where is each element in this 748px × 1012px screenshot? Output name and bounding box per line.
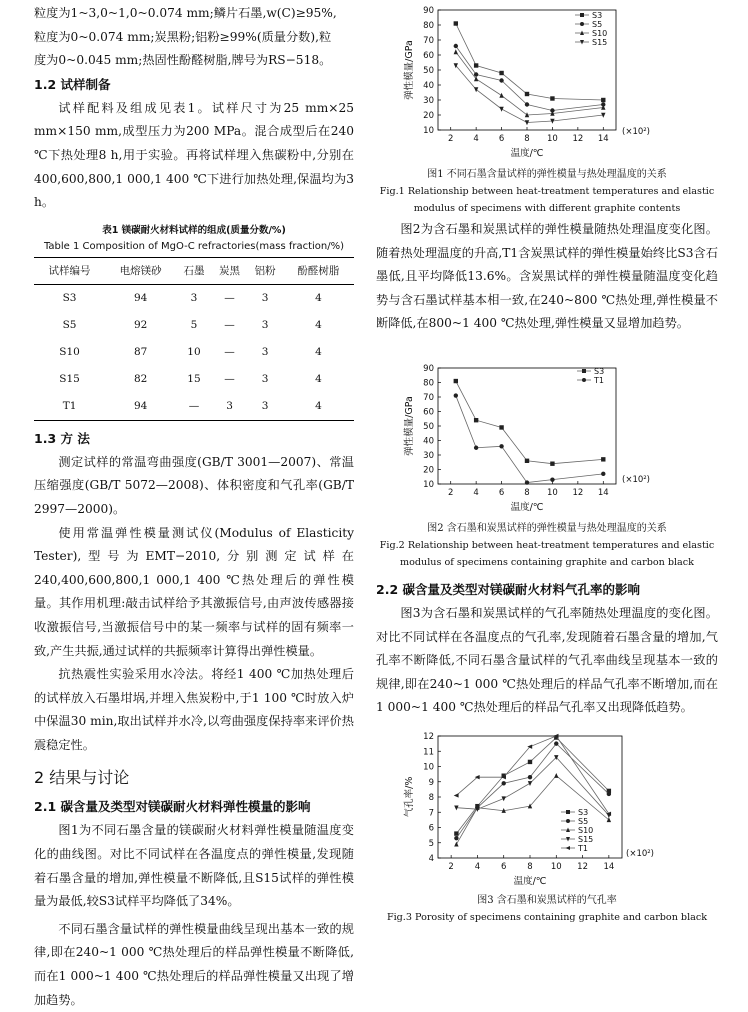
figure-1-caption-en-1: Fig.1 Relationship between heat-treatment temperatures and elastic — [379, 186, 715, 197]
data-point — [607, 792, 611, 796]
table-cell: — — [224, 319, 235, 332]
data-point — [499, 78, 503, 82]
legend-marker — [566, 846, 571, 850]
y-tick-label: 5 — [428, 838, 434, 849]
table-cell: 92 — [133, 319, 148, 332]
table-body — [34, 284, 354, 420]
x-tick-label: 12 — [572, 488, 584, 498]
table-row — [34, 366, 354, 393]
table-cell: S3 — [62, 292, 77, 305]
legend-label: S15 — [592, 38, 608, 47]
data-point — [474, 63, 478, 67]
series-line — [456, 52, 603, 115]
intro-line-2: 粒度为0~0.074 mm;炭黑粉;铝粉≥99%(质量分数),粒 — [34, 29, 332, 44]
y-tick-label: 80 — [423, 378, 434, 389]
x-tick-label: 4 — [473, 134, 479, 144]
table-cell: 94 — [133, 292, 148, 305]
plot-frame — [438, 368, 616, 484]
y-tick-label: 90 — [423, 364, 434, 374]
y-tick-label: 40 — [423, 436, 434, 447]
plot-frame — [438, 10, 616, 130]
y-tick-label: 20 — [423, 111, 434, 121]
series-line — [456, 46, 603, 111]
figure-3-caption-cn: 图3 含石墨和炭黑试样的气孔率 — [477, 895, 617, 906]
x-tick-label: 6 — [498, 488, 505, 498]
x-tick-label: 8 — [524, 488, 530, 498]
y-tick-label: 20 — [423, 465, 434, 476]
data-point — [499, 444, 503, 448]
data-point — [454, 836, 458, 840]
legend-label: S3 — [578, 808, 589, 817]
table-cell: S5 — [62, 319, 77, 332]
data-point — [502, 781, 506, 785]
section-1-3-heading: 1.3 方 法 — [34, 430, 90, 446]
y-axis-label: 弹性模量/GPa — [404, 396, 415, 456]
x-axis-label: 温度/℃ — [513, 876, 547, 887]
table-header-cell: 铝粉 — [254, 265, 276, 278]
y-tick-label: 9 — [428, 777, 434, 788]
legend-label: S10 — [592, 29, 608, 38]
y-tick-label: 30 — [423, 96, 434, 106]
data-point — [550, 462, 554, 466]
legend-label: T1 — [594, 376, 604, 385]
table-row — [34, 393, 354, 421]
data-point — [454, 379, 458, 383]
data-point — [454, 44, 458, 48]
x-axis-multiplier: (×10²) — [622, 127, 650, 137]
y-tick-label: 6 — [428, 823, 434, 834]
table-cell: — — [224, 292, 235, 305]
y-tick-label: 10 — [423, 480, 434, 490]
data-point — [525, 92, 529, 96]
table-cell: 3 — [226, 400, 233, 413]
table-header-cell: 石墨 — [183, 265, 205, 278]
figure-2-caption-en-1: Fig.2 Relationship between heat-treatment temperatures and elastic — [379, 540, 715, 551]
table-cell: 15 — [187, 373, 201, 386]
table-header-cell: 电熔镁砂 — [119, 265, 162, 278]
x-axis-label: 温度/℃ — [510, 148, 544, 159]
intro-line-1: 粒度为1~3,0~1,0~0.074 mm;鳞片石墨,w(C)≥95%, — [34, 6, 337, 20]
table-cell: 5 — [190, 319, 198, 332]
table-cell: 4 — [315, 319, 322, 332]
legend-label: S3 — [594, 367, 605, 376]
x-tick-label: 4 — [474, 862, 481, 872]
series-line — [456, 396, 603, 483]
data-point — [554, 741, 558, 745]
data-point — [499, 93, 503, 98]
data-point — [601, 457, 605, 461]
data-point — [528, 760, 532, 764]
figure-2-text-block — [376, 218, 718, 336]
table-cell: S10 — [59, 346, 80, 359]
x-tick-label: 14 — [597, 488, 609, 498]
y-tick-label: 50 — [423, 66, 434, 76]
section-1-3-paragraph-b: 使用常温弹性模量测试仪(Modulus of Elasticity Tester),型号为EMT−2010,分别测定试样在240,400,600,800,1 000,1 400 ℃热处理后的弹性模量。其作用机理:敲击试样给予其激振信号,由声波传感器接收激振信号,当激振信号中的某一频率与试样的固有频率一致,产生共振,通过试样的共振频率计算得出弹性模量。 — [34, 525, 354, 658]
table-cell: — — [224, 346, 235, 359]
data-point — [474, 446, 478, 450]
data-point — [454, 393, 458, 397]
x-axis-multiplier: (×10²) — [626, 849, 654, 859]
legend-label: S10 — [578, 826, 594, 835]
x-tick-label: 8 — [527, 862, 533, 872]
table-row — [34, 339, 354, 366]
x-axis-label: 温度/℃ — [510, 502, 544, 513]
data-point — [454, 831, 458, 835]
table-header-cell: 炭黑 — [219, 265, 241, 278]
data-point — [474, 72, 478, 76]
table-row — [34, 312, 354, 339]
section-2-2-heading: 2.2 碳含量及类型对镁碳耐火材料气孔率的影响 — [376, 582, 640, 597]
table-cell: 3 — [261, 292, 269, 305]
y-tick-label: 60 — [423, 51, 434, 61]
figure-1 — [376, 0, 718, 217]
data-point — [528, 775, 532, 779]
y-tick-label: 90 — [423, 6, 434, 16]
data-point — [474, 418, 478, 422]
composition-table — [34, 257, 354, 421]
figure-2-caption-en-2: modulus of specimens containing graphite and carbon black — [400, 557, 694, 568]
figure-3-caption-en: Fig.3 Porosity of specimens containing graphite and carbon black — [386, 912, 708, 923]
legend-marker — [580, 22, 584, 26]
data-point — [550, 96, 554, 100]
data-point — [554, 773, 558, 778]
table-1 — [34, 223, 354, 421]
y-axis-label: 气孔率/% — [404, 776, 415, 818]
figure-3 — [376, 728, 718, 926]
y-tick-label: 70 — [423, 36, 434, 46]
figure-1-caption-cn: 图1 不同石墨含量试样的弹性模量与热处理温度的关系 — [427, 169, 667, 180]
y-tick-label: 10 — [423, 762, 434, 773]
table-caption-cn: 表1 镁碳耐火材料试样的组成(质量分数/%) — [102, 224, 286, 236]
data-point — [527, 744, 532, 748]
y-tick-label: 70 — [423, 393, 434, 403]
table-caption-en: Table 1 Composition of MgO-C refractories(mass fraction/%) — [43, 240, 345, 252]
legend-marker — [580, 13, 584, 17]
x-tick-label: 10 — [547, 134, 558, 144]
x-tick-label: 2 — [448, 134, 454, 144]
data-point — [454, 49, 458, 54]
table-cell: — — [188, 400, 200, 413]
figure-1-chart — [376, 0, 718, 162]
data-point — [525, 459, 529, 463]
data-point — [525, 102, 529, 106]
x-tick-label: 8 — [524, 134, 530, 144]
x-tick-label: 2 — [448, 488, 454, 498]
section-2-1-paragraph-b: 不同石墨含量试样的弹性模量曲线呈现出基本一致的规律,即在240~1 000 ℃热处理后的样品弹性模量不断降低,而在1 000~1 400 ℃热处理后的样品弹性模量又出现了增加趋势。 — [34, 921, 354, 1007]
table-cell: 4 — [315, 400, 322, 413]
y-tick-label: 30 — [423, 451, 434, 461]
y-tick-label: 80 — [423, 21, 434, 31]
y-tick-label: 7 — [428, 808, 434, 819]
right-column — [376, 0, 718, 924]
table-cell: 3 — [190, 292, 198, 305]
x-tick-label: 14 — [603, 862, 615, 872]
y-tick-label: 40 — [423, 81, 434, 91]
section-2-2-paragraph: 图3为含石墨和炭黑试样的气孔率随热处理温度的变化图。对比不同试样在各温度点的气孔率,发现随着石墨含量的增加,气孔率不断降低,不同石墨含量试样的气孔率曲线呈现基本一致的规律,即在240~1 000 ℃热处理后的样品气孔率不断增加,而在1 000~1 400 ℃热处理后的样品气孔率又出现降低趋势。 — [376, 606, 718, 715]
table-cell: 4 — [315, 346, 322, 359]
y-tick-label: 8 — [428, 793, 434, 803]
y-tick-label: 10 — [423, 126, 434, 136]
x-tick-label: 12 — [572, 134, 584, 144]
legend-label: S5 — [578, 817, 589, 826]
table-cell: 3 — [261, 373, 269, 386]
section-2-1-paragraph-a: 图1为不同石墨含量的镁碳耐火材料弹性模量随温度变化的曲线图。对比不同试样在各温度点的弹性模量,发现随着石墨含量的增加,弹性模量不断降低,且S15试样的弹性模量为最低,较S3试样平均降低了34%。 — [34, 823, 354, 909]
y-tick-label: 12 — [423, 732, 434, 742]
table-cell: S15 — [59, 373, 80, 386]
data-point — [474, 87, 478, 92]
y-tick-label: 11 — [423, 747, 434, 758]
x-tick-label: 6 — [501, 862, 507, 872]
data-point — [601, 98, 605, 102]
y-axis-label: 弹性模量/GPa — [404, 40, 415, 100]
table-cell: 3 — [261, 346, 269, 359]
figure-1-caption-en-2: modulus of specimens with different graphite contents — [413, 203, 681, 214]
section-1-3-paragraph-c: 抗热震性实验采用水冷法。将经1 400 ℃加热处理后的试样放入石墨坩埚,并埋入焦炭粉中,于1 100 ℃时放入炉中保温30 min,取出试样并水冷,以弯曲强度保持率来评价热震稳定性。 — [34, 667, 354, 752]
intro-line-3: 度为0~0.045 mm;热固性酚醛树脂,牌号为RS−518。 — [34, 53, 332, 68]
left-column — [34, 0, 354, 1012]
y-tick-label: 50 — [423, 422, 434, 432]
legend-label: S15 — [578, 835, 594, 844]
x-tick-label: 2 — [448, 862, 454, 872]
figure-3-chart — [376, 728, 718, 888]
x-tick-label: 10 — [547, 488, 558, 498]
table-cell: 4 — [315, 292, 322, 305]
y-tick-label: 60 — [423, 407, 434, 418]
data-point — [525, 480, 529, 484]
table-cell: 87 — [133, 346, 148, 359]
data-point — [499, 107, 503, 112]
plot-frame — [438, 736, 622, 858]
figure-2-caption-cn: 图2 含石墨和炭黑试样的弹性模量与热处理温度的关系 — [427, 523, 667, 534]
data-point — [454, 21, 458, 25]
legend-label: S5 — [592, 20, 603, 29]
y-tick-label: 4 — [428, 854, 434, 864]
figure-2-chart — [376, 358, 718, 516]
table-header-cell: 试样编号 — [48, 265, 91, 278]
x-tick-label: 6 — [498, 134, 505, 144]
figure-2 — [376, 358, 718, 571]
table-header-cell: 酚醛树脂 — [297, 265, 340, 278]
legend-label: T1 — [578, 844, 588, 853]
legend-marker — [566, 810, 570, 814]
table-cell: 3 — [261, 400, 269, 413]
legend-marker — [582, 378, 586, 382]
section-2-2-block — [376, 578, 718, 720]
table-cell: T1 — [62, 400, 77, 413]
data-point — [601, 472, 605, 476]
series-line — [456, 736, 608, 814]
legend-label: S3 — [592, 11, 603, 20]
section-2-heading: 2 结果与讨论 — [34, 768, 130, 788]
table-row — [34, 284, 354, 312]
table-cell: — — [224, 373, 235, 386]
section-1-2-paragraph: 试样配料及组成见表1。试样尺寸为25 mm×25 mm×150 mm,成型压力为200 MPa。混合成型后在240 ℃下热处理8 h,用于实验。再将试样埋入焦碳粉中,分别在400,600,800,1 000,1 400 ℃下进行加热处理,保温均为3 h。 — [34, 100, 354, 210]
x-tick-label: 10 — [550, 862, 562, 872]
data-point — [550, 477, 554, 481]
table-cell: 94 — [133, 400, 148, 413]
data-point — [454, 793, 459, 797]
x-tick-label: 4 — [473, 488, 479, 498]
section-1-3-paragraph-a: 测定试样的常温弯曲强度(GB/T 3001—2007)、常温压缩强度(GB/T 5072—2008)、体积密度和气孔率(GB/T 2997—2000)。 — [34, 454, 354, 516]
data-point — [528, 781, 532, 786]
table-cell: 10 — [187, 346, 201, 359]
data-point — [499, 425, 503, 429]
table-header-row — [34, 257, 354, 284]
x-tick-label: 12 — [577, 862, 588, 872]
data-point — [499, 71, 503, 75]
legend-marker — [566, 819, 570, 823]
x-axis-multiplier: (×10²) — [622, 475, 650, 485]
x-tick-label: 14 — [597, 134, 609, 144]
figure-2-discussion-paragraph: 图2为含石墨和炭黑试样的弹性模量随热处理温度变化图。随着热处理温度的升高,T1含炭黑试样的弹性模量始终比S3含石墨低,且平均降低13.6%。含炭黑试样的弹性模量随温度变化趋势与含石墨试样基本相一致,在240~800 ℃热处理,弹性模量不断降低,在800~1 400 ℃热处理,弹性模量又显增加趋势。 — [376, 222, 718, 331]
legend-marker — [582, 369, 586, 373]
table-cell: 82 — [133, 373, 148, 386]
table-cell: 4 — [315, 373, 322, 386]
section-1-2-heading: 1.2 试样制备 — [34, 76, 111, 92]
table-cell: 3 — [261, 319, 269, 332]
section-2-1-heading: 2.1 碳含量及类型对镁碳耐火材料弹性模量的影响 — [34, 799, 311, 815]
